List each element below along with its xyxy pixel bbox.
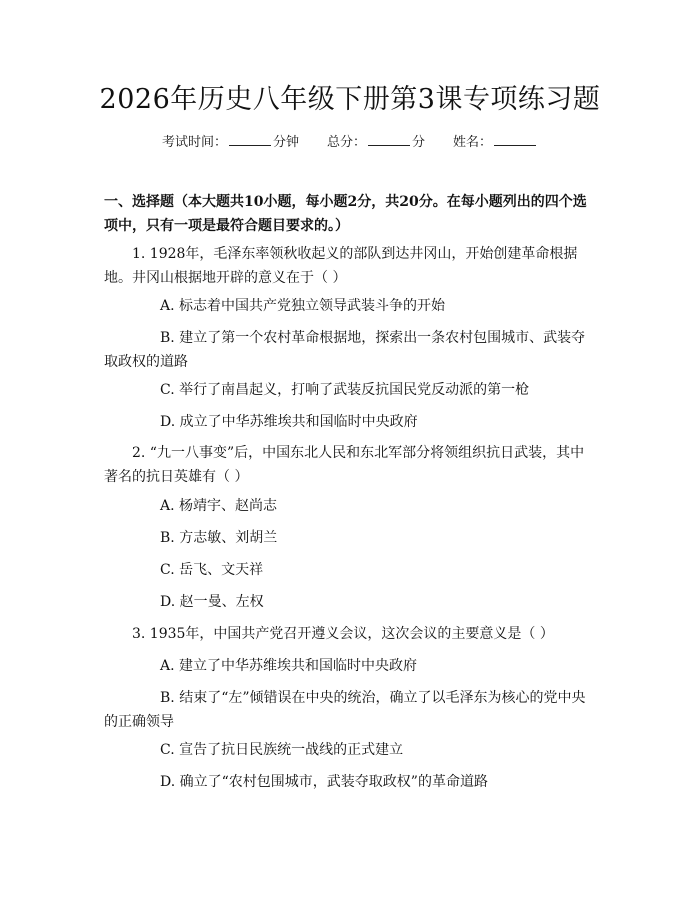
question-2-option-b: B. 方志敏、刘胡兰 — [160, 530, 278, 546]
question-3-option-d: D. 确立了“农村包围城市，武装夺取政权”的革命道路 — [160, 774, 488, 790]
question-1-option-d: D. 成立了中华苏维埃共和国临时中央政府 — [160, 414, 418, 430]
question-2-stem: 2. “九一八事变”后，中国东北人民和东北军部分将领组织抗日武装，其中著名的抗日英雄有（ ） — [104, 445, 585, 485]
question-3-option-b: B. 结束了“左”倾错误在中央的统治，确立了以毛泽东为核心的党中央的正确领导 — [104, 690, 586, 730]
question-1-option-b: B. 建立了第一个农村革命根据地，探索出一条农村包围城市、武装夺取政权的道路 — [104, 330, 586, 370]
question-1-option-a: A. 标志着中国共产党独立领导武装斗争的开始 — [160, 298, 446, 314]
score-label: 总分： — [326, 135, 366, 150]
score-unit: 分 — [412, 135, 426, 150]
time-label: 考试时间： — [161, 135, 227, 150]
score-blank — [368, 132, 410, 146]
question-3-option-a: A. 建立了中华苏维埃共和国临时中央政府 — [160, 658, 418, 674]
section-heading: 一、选择题（本大题共10小题，每小题2分，共20分。在每小题列出的四个选项中，只有一项是最符合题目要求的。） — [104, 194, 587, 234]
question-1-stem: 1. 1928年，毛泽东率领秋收起义的部队到达井冈山，开始创建革命根据地。井冈山根据地开辟的意义在于（ ） — [104, 246, 578, 286]
name-label: 姓名： — [453, 135, 493, 150]
question-2-option-c: C. 岳飞、文天祥 — [160, 562, 264, 578]
exam-info-line — [0, 132, 700, 153]
page-title: 2026年历史八年级下册第3课专项练习题 — [99, 84, 601, 115]
question-2-option-a: A. 杨靖宇、赵尚志 — [160, 498, 278, 514]
question-3-stem: 3. 1935年，中国共产党召开遵义会议，这次会议的主要意义是（ ） — [132, 626, 554, 642]
question-2-option-d: D. 赵一曼、左权 — [160, 594, 264, 610]
time-unit: 分钟 — [272, 135, 299, 150]
name-blank — [494, 132, 536, 146]
time-blank — [229, 132, 271, 146]
question-3-option-c: C. 宣告了抗日民族统一战线的正式建立 — [160, 742, 404, 758]
question-1-option-c: C. 举行了南昌起义，打响了武装反抗国民党反动派的第一枪 — [160, 382, 530, 398]
